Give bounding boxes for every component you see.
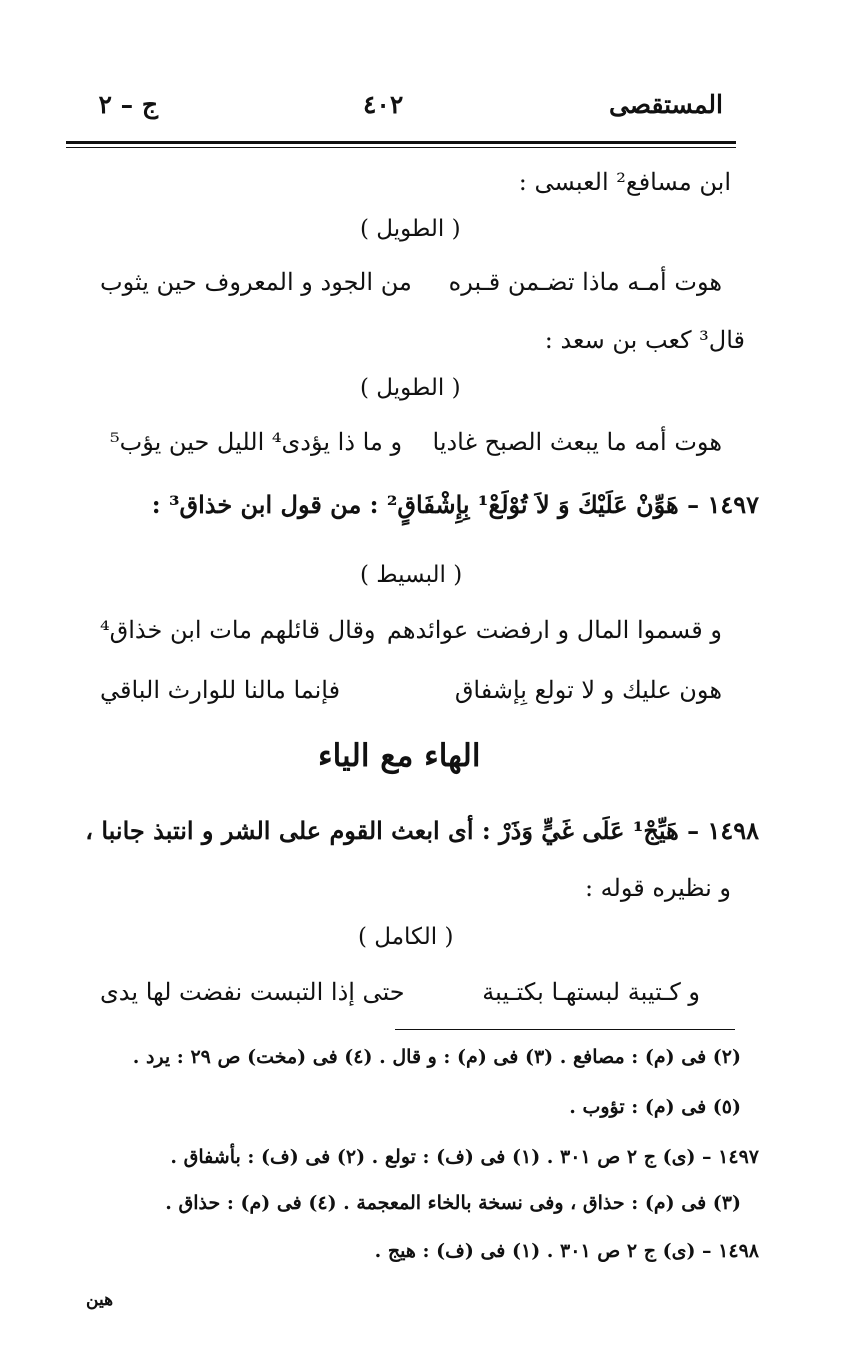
verse-line <box>110 428 722 456</box>
footnote-line: ١٤٩٨ – (ى) ج ٢ ص ٣٠١ . (١) فى (ف) : هيج . <box>374 1240 759 1262</box>
header-rule-thick <box>66 141 736 144</box>
verse-hemistich-second: من الجود و المعروف حين يثوب <box>100 268 412 296</box>
verse-hemistich-first: هوت أمه ما يبعث الصبح غاديا <box>432 428 722 456</box>
verse-hemistich-second: و ما ذا يؤدى⁴ الليل حين يؤب⁵ <box>110 428 403 456</box>
text-line: ابن مسافع² العبسى : <box>518 168 731 196</box>
meter-label: ( الطويل ) <box>360 375 461 401</box>
verse-hemistich-first: و قسموا المال و ارفضت عوائدهم <box>386 616 722 644</box>
verse-hemistich-first: و كـتيبة لبستهـا بكتـيبة <box>482 978 700 1006</box>
verse-line <box>100 268 722 296</box>
footnote-line: (٢) فى (م) : مصافع . (٣) فى (م) : و قال . (٤) فى (مخت) ص ٢٩ : يرد . <box>132 1046 741 1068</box>
verse-hemistich-first: هون عليك و لا تولع بِإشفاق <box>454 676 722 704</box>
catchword: هين <box>86 1290 114 1310</box>
meter-label: ( الطويل ) <box>360 216 461 242</box>
verse-line <box>100 978 700 1006</box>
footnote-line: (٥) فى (م) : تؤوب . <box>569 1096 741 1118</box>
running-title: المستقصى <box>608 90 723 119</box>
verse-hemistich-second: حتى إذا التبست نفضت لها يدى <box>100 978 405 1006</box>
footnote-line: ١٤٩٧ – (ى) ج ٢ ص ٣٠١ . (١) فى (ف) : تولع . (٢) فى (ف) : بأشفاق . <box>170 1146 759 1168</box>
meter-label: ( البسيط ) <box>360 562 463 588</box>
text-line: و نظيره قوله : <box>584 874 731 902</box>
proverb-entry-1498: ١٤٩٨ – هَيِّجْ¹ عَلَى غَيٍّ وَذَرْ : أى ابعث القوم على الشر و انتبذ جانبا ، <box>85 816 759 845</box>
header-rule-thin <box>66 147 736 148</box>
footnote-line: (٣) فى (م) : حذاق ، وفى نسخة بالخاء المعجمة . (٤) فى (م) : حذاق . <box>165 1192 741 1214</box>
footnote-rule <box>395 1029 735 1030</box>
text-line: قال³ كعب بن سعد : <box>544 326 745 354</box>
verse-hemistich-second: فإنما مالنا للوارث الباقي <box>100 676 341 704</box>
proverb-entry-1497: ١٤٩٧ – هَوِّنْ عَلَيْكَ وَ لاَ تُوْلَعْ¹ بِإِشْفَاقٍ² : من قول ابن خذاق³ : <box>151 490 759 519</box>
verse-hemistich-first: هوت أمـه ماذا تضـمن قـبره <box>448 268 722 296</box>
verse-line <box>100 676 722 704</box>
section-heading: الهاء مع الياء <box>318 738 481 774</box>
page-number: ٤٠٢ <box>363 90 404 119</box>
volume-label: ج – ٢ <box>98 90 158 119</box>
verse-line <box>100 616 722 644</box>
verse-hemistich-second: وقال قائلهم مات ابن خذاق⁴ <box>100 616 376 644</box>
meter-label: ( الكامل ) <box>358 924 454 950</box>
